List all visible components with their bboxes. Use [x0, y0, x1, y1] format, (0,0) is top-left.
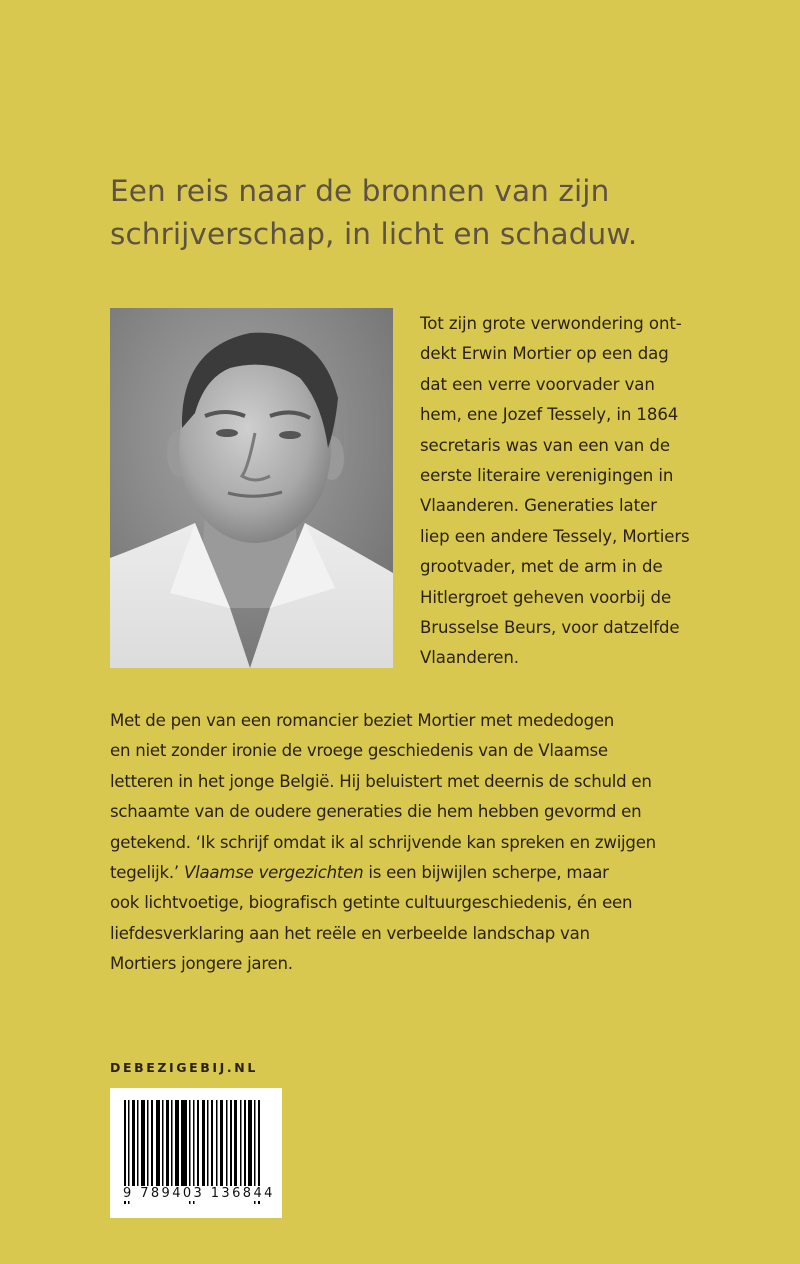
intro-line: hem, ene Jozef Tessely, in 1864: [420, 405, 679, 425]
intro-line: secretaris was van een van de: [420, 435, 670, 455]
author-photo: [110, 308, 393, 668]
intro-line: eerste literaire verenigingen in: [420, 466, 674, 486]
intro-line: grootvader, met de arm in de: [420, 557, 663, 577]
body-line: Mortiers jongere jaren.: [110, 954, 293, 974]
intro-line: Tot zijn grote verwondering ont-: [420, 314, 682, 333]
tagline-line: Een reis naar de bronnen van zijn: [110, 174, 610, 208]
intro-paragraph: [420, 309, 750, 674]
intro-line: Brusselse Beurs, voor datzelfde: [420, 618, 680, 638]
body-paragraph: [110, 706, 760, 980]
body-line: getekend. ‘Ik schrijf omdat ik al schrijvende kan spreken en zwijgen: [110, 832, 656, 852]
intro-line: dekt Erwin Mortier op een dag: [420, 344, 669, 364]
body-text-fragment: is een bijwijlen scherpe, maar: [363, 863, 609, 883]
quote-end: tegelijk.’: [110, 863, 184, 883]
isbn-number: 9 789403 136844: [123, 1186, 275, 1201]
body-line: en niet zonder ironie de vroege geschiedenis van de Vlaamse: [110, 741, 608, 761]
body-line: liefdesverklaring aan het reële en verbeelde landschap van: [110, 923, 590, 943]
body-line: [110, 858, 760, 888]
barcode: [110, 1088, 282, 1218]
body-line: Met de pen van een romancier beziet Mortier met mededogen: [110, 711, 615, 730]
tagline: [110, 170, 750, 256]
book-title: Vlaamse vergezichten: [183, 863, 364, 883]
intro-line: dat een verre voorvader van: [420, 374, 655, 394]
body-line: ook lichtvoetige, biografisch getinte cultuurgeschiedenis, én een: [110, 893, 633, 913]
intro-line: Vlaanderen. Generaties later: [420, 496, 657, 516]
author-portrait-icon: [110, 308, 393, 668]
intro-line: Hitlergroet geheven voorbij de: [420, 587, 672, 607]
intro-line: Vlaanderen.: [420, 648, 519, 668]
body-line: schaamte van de oudere generaties die hem hebben gevormd en: [110, 802, 642, 822]
publisher-url: DEBEZIGEBIJ.NL: [110, 1060, 258, 1075]
body-line: letteren in het jonge België. Hij beluistert met deernis de schuld en: [110, 771, 652, 791]
tagline-line: schrijverschap, in licht en schaduw.: [110, 217, 638, 251]
intro-line: liep een andere Tessely, Mortiers: [420, 526, 690, 546]
